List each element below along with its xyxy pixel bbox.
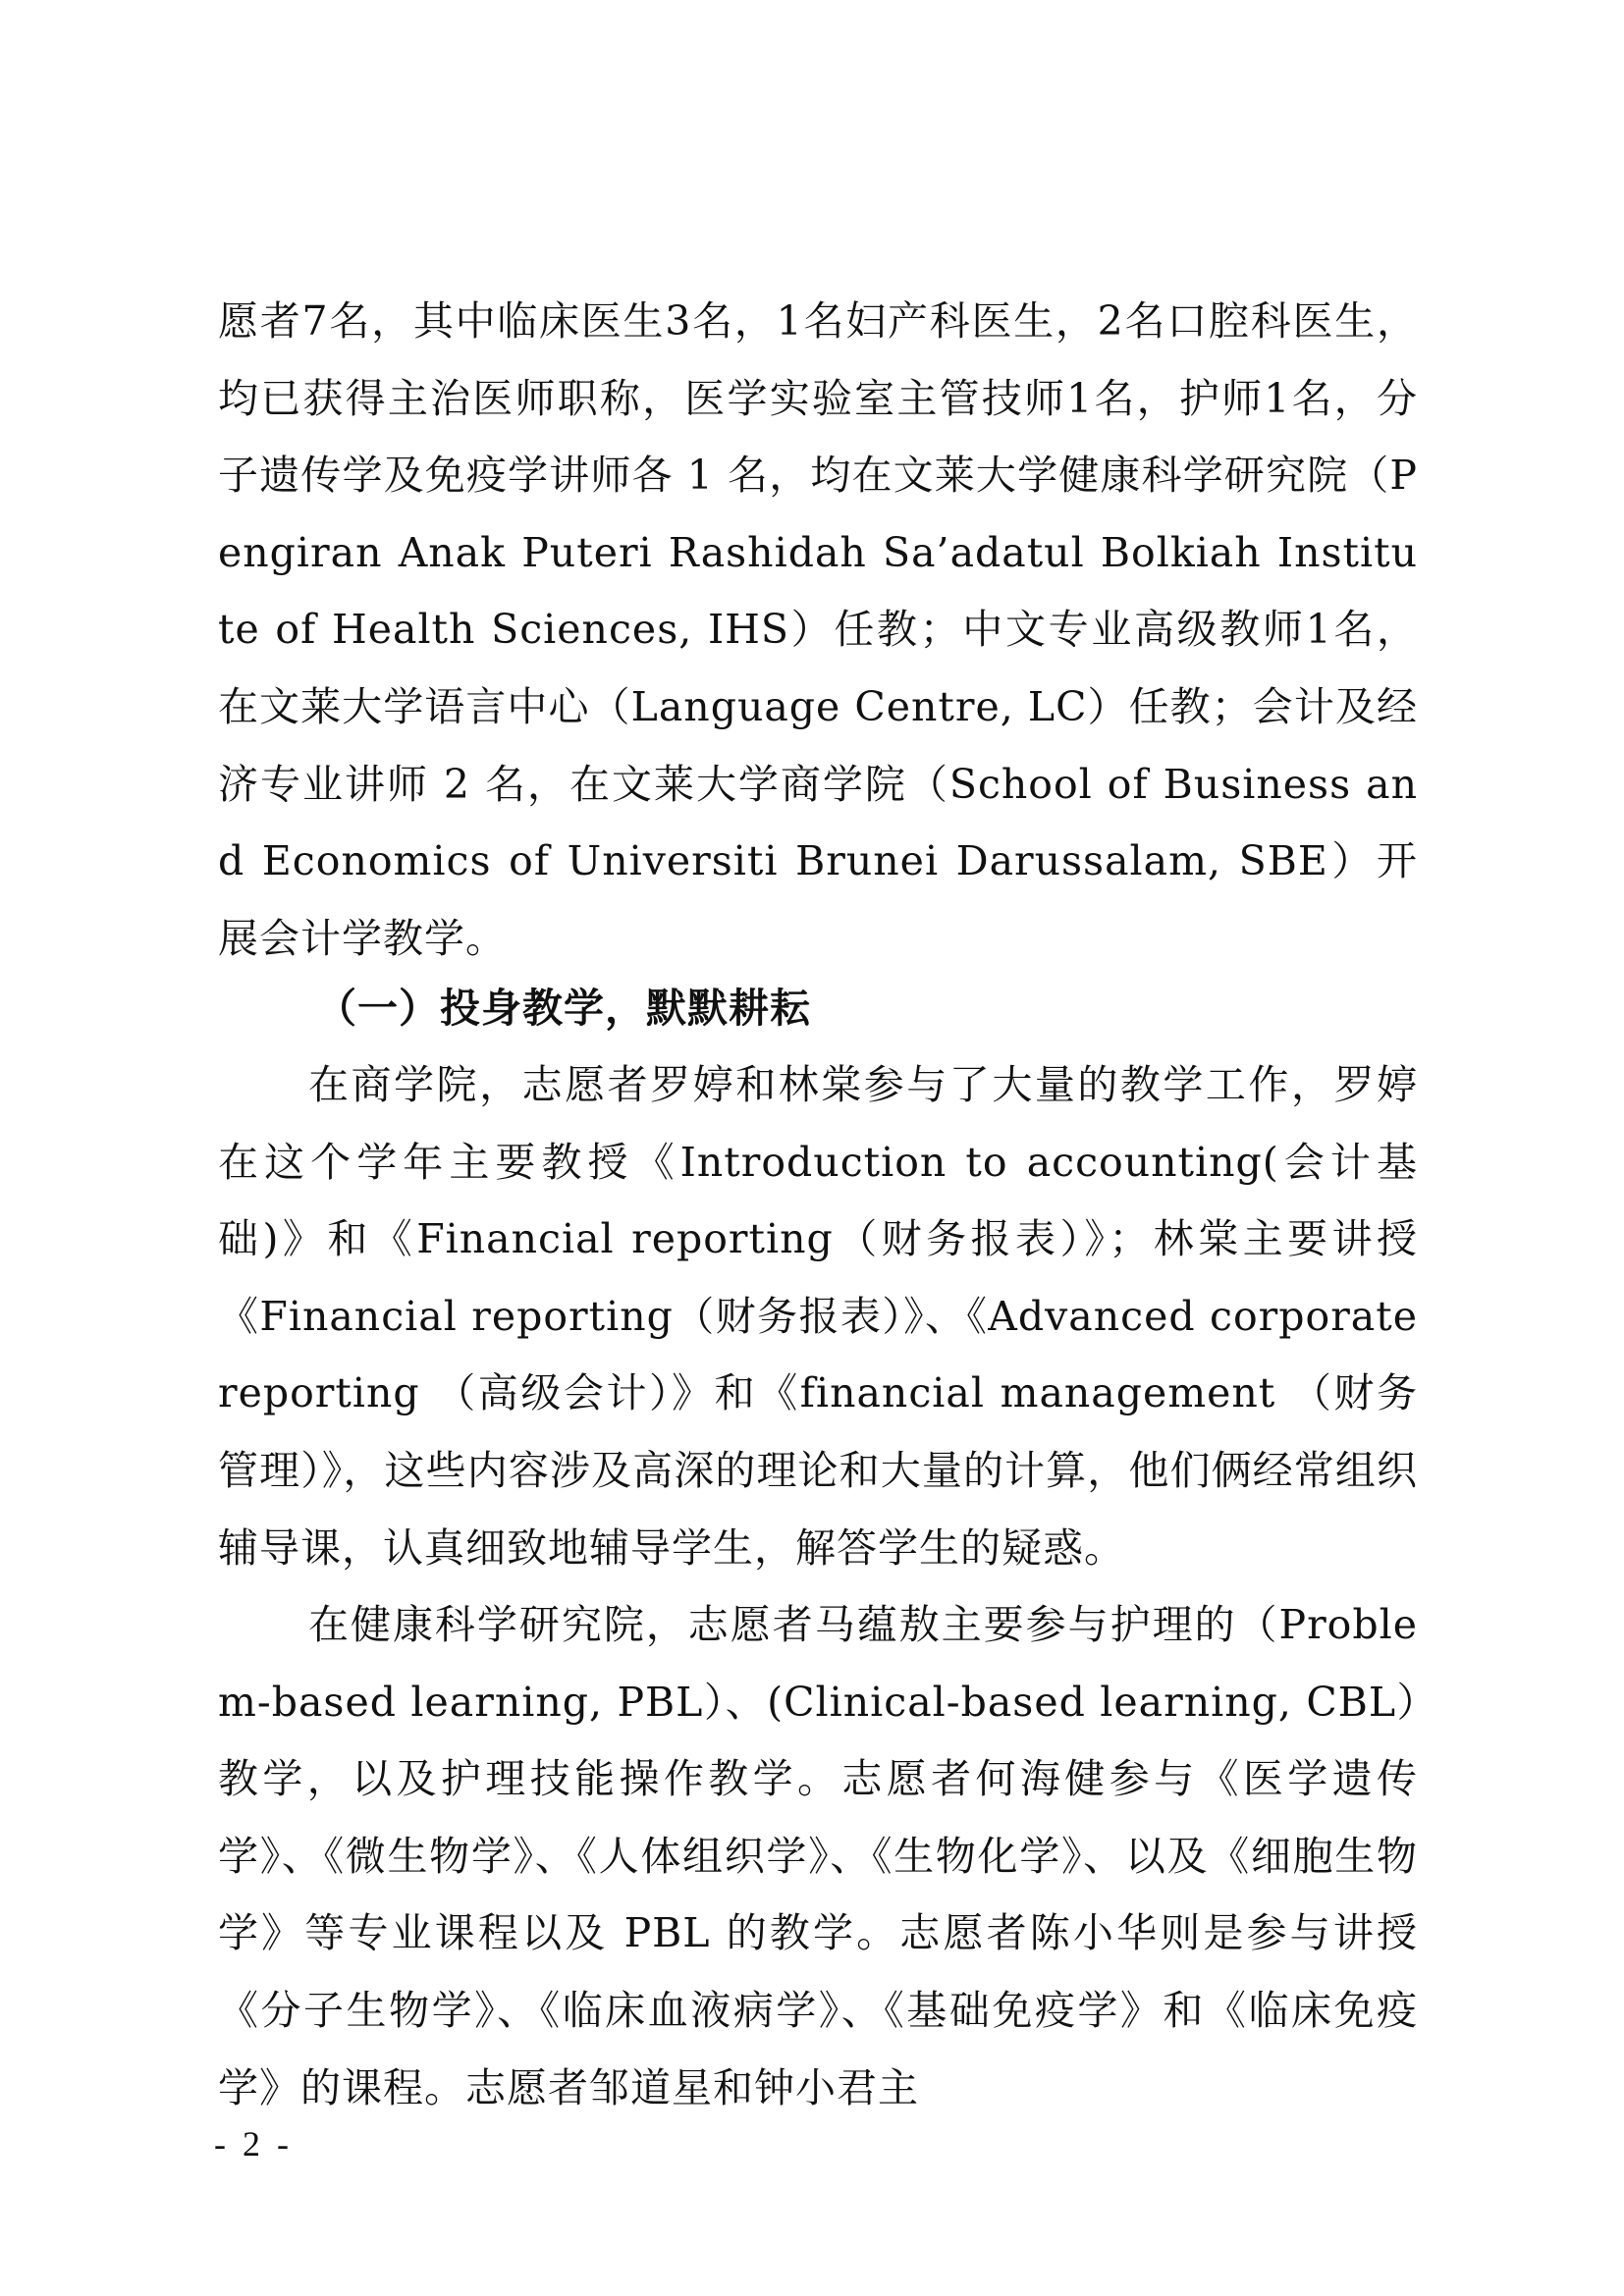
paragraph-business-school: 在商学院，志愿者罗婷和林棠参与了大量的教学工作，罗婷在这个学年主要教授《Introduction to accounting(会计基础)》和《Financial reporting（财务报表）》；林棠主要讲授《Financial reporting（财务报表）》、《Advanced corporate reporting （高级会计）》和《financial management （财务管理）》，这些内容涉及高深的理论和大量的计算，他们俩经常组织辅导课，认真细致地辅导学生，解答学生的疑惑。 bbox=[218, 1061, 1418, 1572]
body-text-upper bbox=[218, 283, 1418, 977]
paragraph-health-sciences: 在健康科学研究院，志愿者马蕴敖主要参与护理的（Problem-based learning, PBL）、(Clinical-based learning, CBL）教学，以及护理技能操作教学。志愿者何海健参与《医学遗传学》、《微生物学》、《人体组织学》、《生物化学》、以及《细胞生物学》等专业课程以及 PBL 的教学。志愿者陈小华则是参与讲授《分子生物学》、《临床血液病学》、《基础免疫学》和《临床免疫学》的课程。志愿者邹道星和钟小君主 bbox=[218, 1601, 1418, 2111]
body-text-health-sciences bbox=[218, 1586, 1418, 2126]
section-heading: （一）投身教学，默默耕耘 bbox=[316, 985, 811, 1032]
paragraph-volunteer-summary: 愿者7名，其中临床医生3名，1名妇产科医生，2名口腔科医生，均已获得主治医师职称，医学实验室主管技师1名，护师1名，分子遗传学及免疫学讲师各 1 名，均在文莱大学健康科学研究院（Pengiran Anak Puteri Rashidah Sa’adatul Bolkiah Institute of Health Sciences, IHS）任教；中文专业高级教师1名，在文莱大学语言中心（Language Centre, LC）任教；会计及经济专业讲师 2 名，在文莱大学商学院（School of Business and Economics of Universiti Brunei Darussalam, SBE）开展会计学教学。 bbox=[218, 297, 1418, 962]
body-text-business-school bbox=[218, 1046, 1418, 1586]
section-heading-block bbox=[218, 970, 1418, 1047]
page-number: - 2 - bbox=[214, 2124, 293, 2163]
